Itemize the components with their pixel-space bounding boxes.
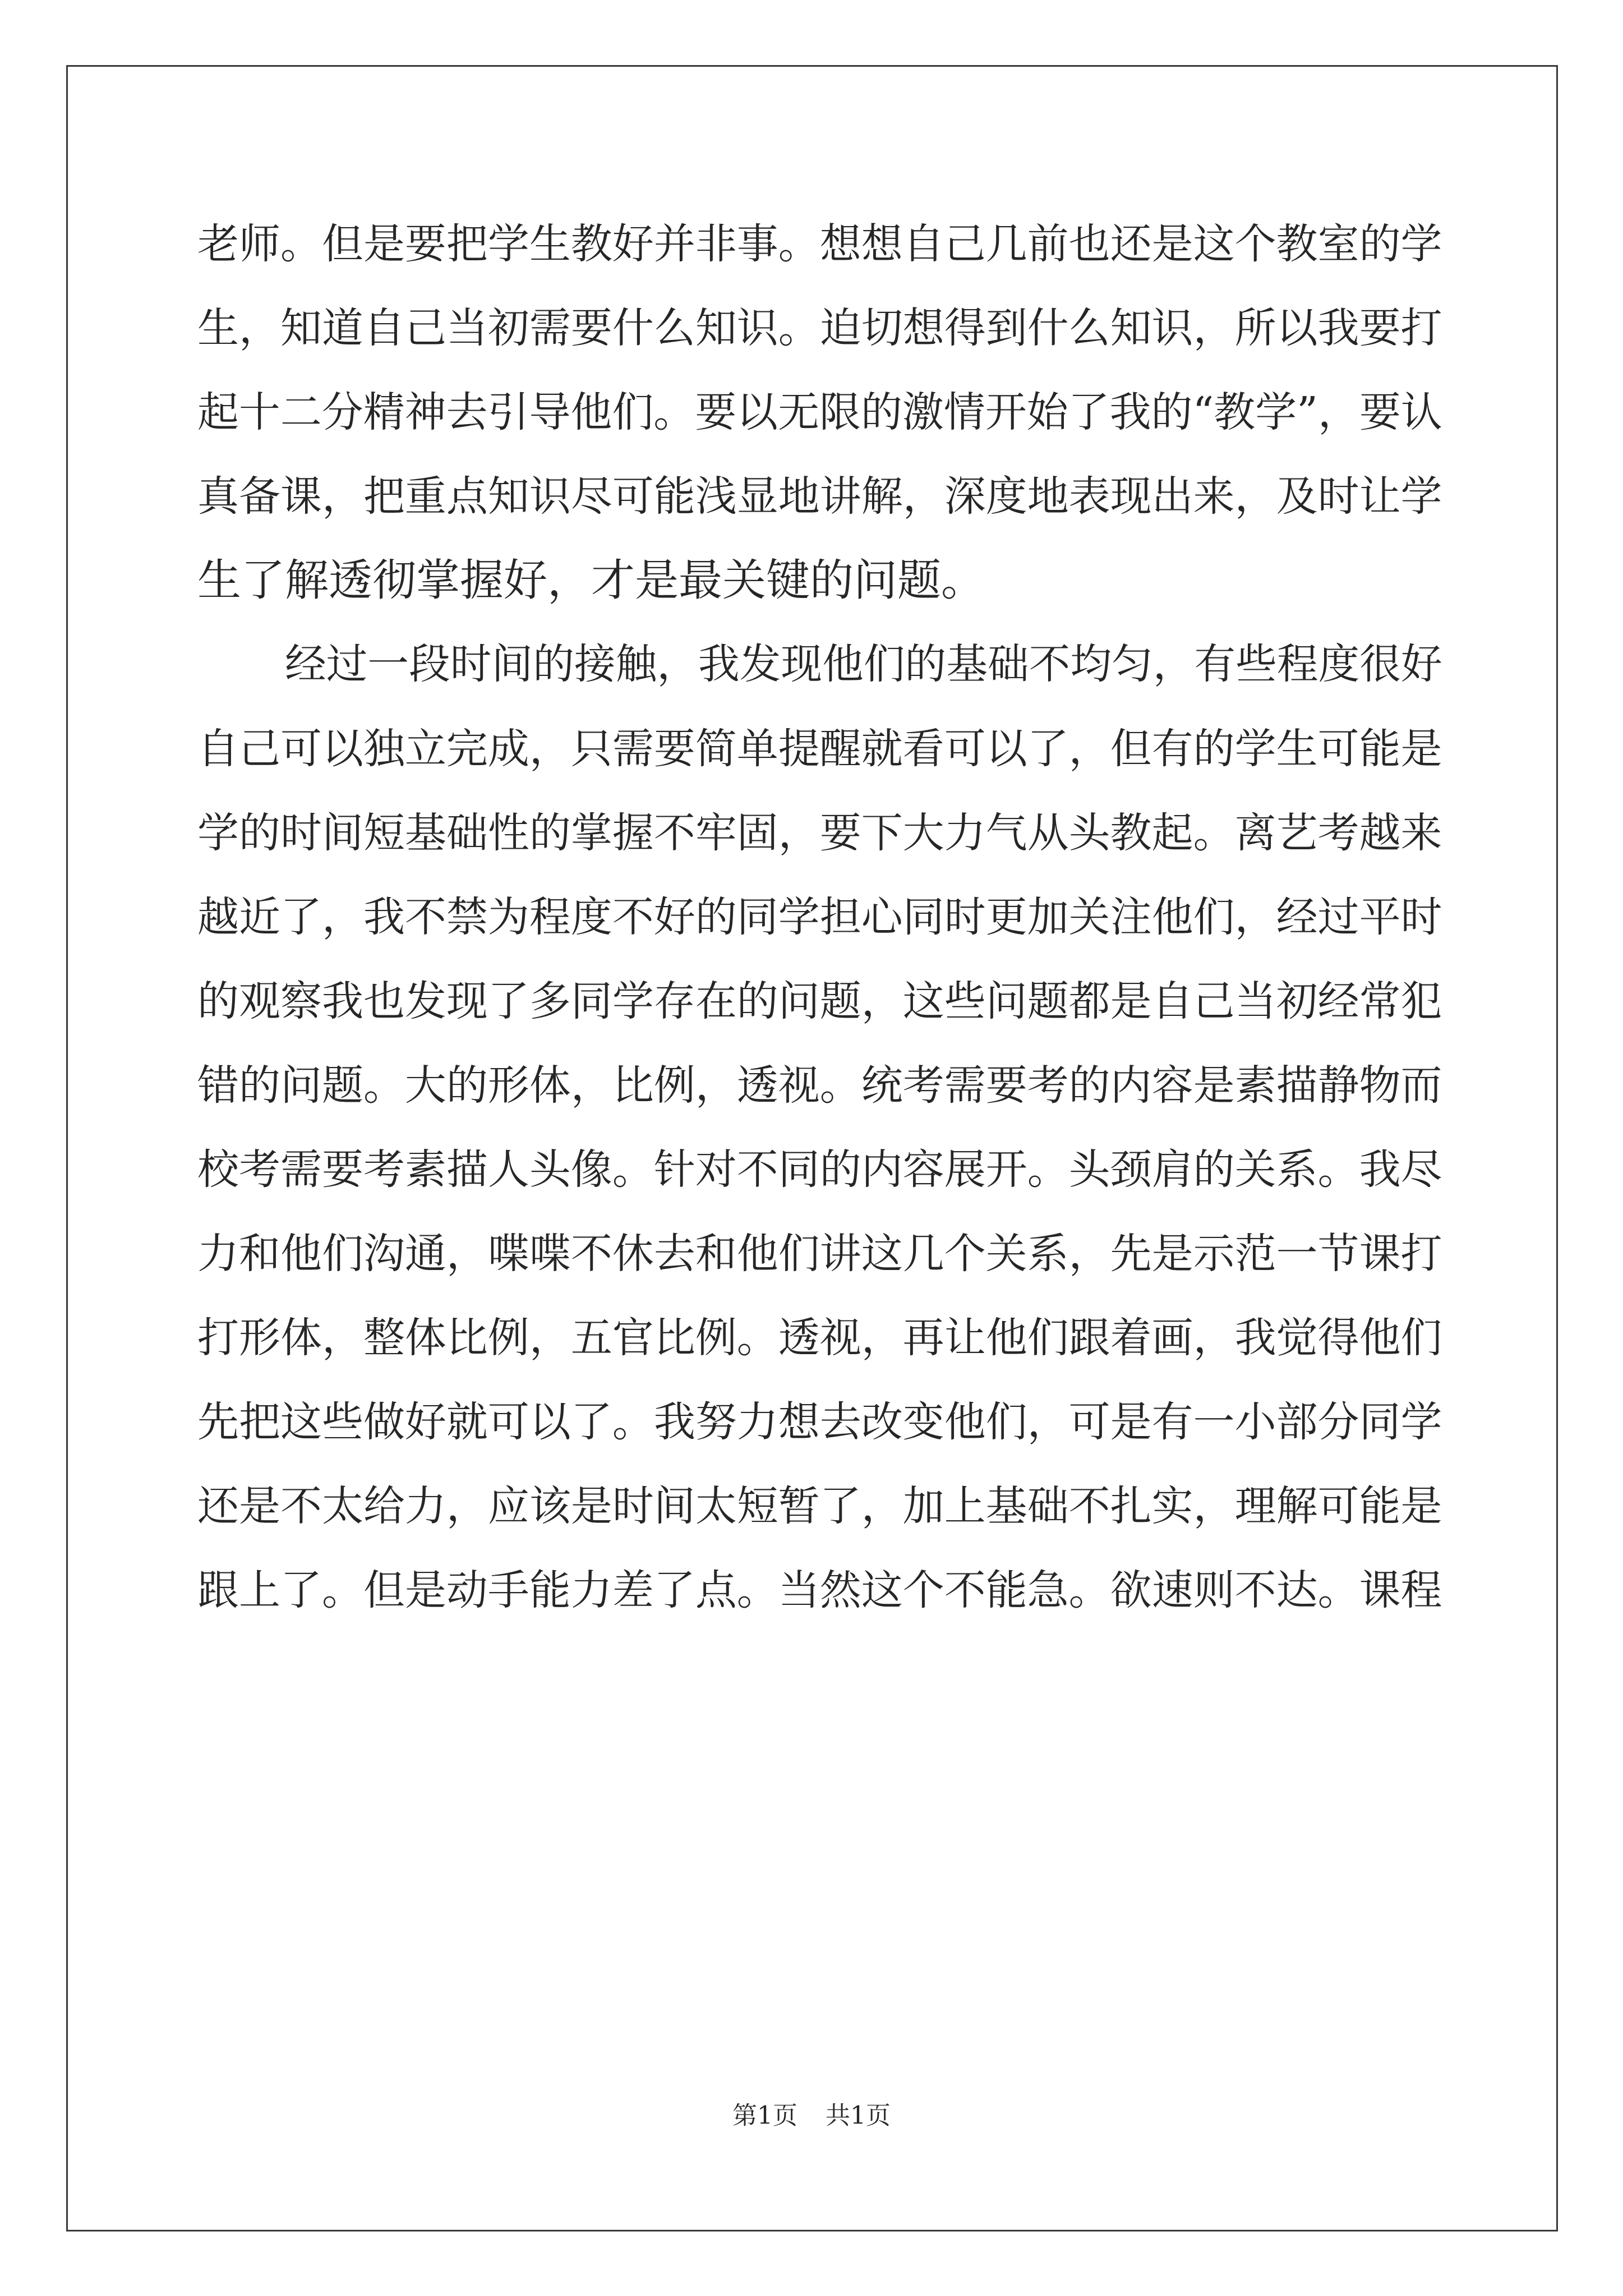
text-line: 生了解透彻掌握好，才是最关键的问题。 — [197, 555, 985, 606]
text-line: 先把这些做好就可以了。我努力想去改变他们，可是有一小部分同学 — [197, 1398, 1442, 1446]
text-line: 力和他们沟通，喋喋不休去和他们讲这几个关系，先是示范一节课打 — [197, 1230, 1442, 1278]
text-line: 的观察我也发现了多同学存在的问题，这些问题都是自己当初经常犯 — [197, 977, 1442, 1025]
text-line: 真备课，把重点知识尽可能浅显地讲解，深度地表现出来，及时让学 — [197, 472, 1442, 521]
text-line: 还是不太给力，应该是时间太短暂了，加上基础不扎实，理解可能是 — [197, 1482, 1442, 1530]
text-line: 学的时间短基础性的掌握不牢固，要下大力气从头教起。离艺考越来 — [197, 809, 1442, 857]
page-footer — [0, 2095, 1623, 2131]
text-line: 起十二分精神去引导他们。要以无限的激情开始了我的“教学”，要认 — [197, 388, 1442, 436]
text-line: 跟上了。但是动手能力差了点。当然这个不能急。欲速则不达。课程 — [197, 1566, 1442, 1614]
paragraph-start-line: 经过一段时间的接触，我发现他们的基础不均匀，有些程度很好 — [285, 641, 1442, 688]
text-line: 校考需要考素描人头像。针对不同的内容展开。头颈肩的关系。我尽 — [197, 1145, 1442, 1194]
text-line: 打形体，整体比例，五官比例。透视，再让他们跟着画，我觉得他们 — [197, 1314, 1442, 1362]
text-line: 越近了，我不禁为程度不好的同学担心同时更加关注他们，经过平时 — [197, 893, 1442, 941]
page-number: 第1页 — [732, 2101, 797, 2130]
text-line: 自己可以独立完成，只需要简单提醒就看可以了，但有的学生可能是 — [197, 725, 1442, 773]
page-total: 共1页 — [826, 2101, 891, 2130]
text-line: 老师。但是要把学生教好并非事。想想自己几前也还是这个教室的学 — [197, 220, 1442, 268]
document-body — [197, 202, 1442, 1632]
text-line: 错的问题。大的形体，比例，透视。统考需要考的内容是素描静物而 — [197, 1061, 1442, 1110]
text-line: 生，知道自己当初需要什么知识。迫切想得到什么知识，所以我要打 — [197, 304, 1442, 352]
